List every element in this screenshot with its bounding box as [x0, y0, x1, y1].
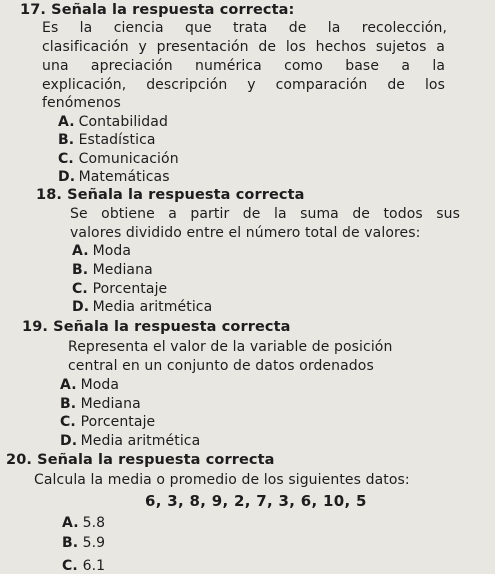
question-20-title [6, 452, 275, 468]
question-number: 17. [20, 2, 46, 18]
option-text: Porcentaje [80, 414, 156, 430]
data-sequence: 6, 3, 8, 9, 2, 7, 3, 6, 10, 5 [145, 492, 367, 510]
question-17-body-line: una apreciación numérica como base a la [42, 58, 445, 74]
option-text: Contabilidad [78, 114, 168, 130]
option-text: 5.8 [82, 515, 106, 531]
question-18-body-line: Se obtiene a partir de la suma de todos sus [70, 206, 460, 222]
question-title: Señala la respuesta correcta [37, 452, 275, 468]
option-letter: D. [60, 433, 78, 449]
option-text: Mediana [80, 396, 141, 412]
option-20-b[interactable] [62, 535, 105, 551]
option-letter: A. [62, 515, 79, 531]
question-17-body-line: clasificación y presentación de los hechos sujetos a [42, 39, 445, 55]
option-text: Mediana [92, 262, 153, 278]
option-18-b[interactable] [72, 262, 153, 278]
option-19-c[interactable] [60, 414, 155, 430]
question-19-body-line: Representa el valor de la variable de posición [68, 339, 393, 355]
question-17-title [20, 2, 294, 18]
question-title: Señala la respuesta correcta [67, 187, 305, 203]
option-19-d[interactable] [60, 433, 200, 449]
option-letter: C. [72, 281, 88, 297]
option-text: Moda [92, 243, 132, 259]
option-17-d[interactable] [58, 169, 170, 185]
option-text: Porcentaje [92, 281, 168, 297]
option-text: Media aritmética [92, 299, 213, 315]
option-letter: C. [62, 558, 78, 574]
option-letter: A. [72, 243, 89, 259]
option-text: Comunicación [78, 151, 179, 167]
question-19-title [22, 319, 291, 335]
option-18-c[interactable] [72, 281, 167, 297]
option-letter: B. [58, 132, 75, 148]
option-20-a[interactable] [62, 515, 105, 531]
question-18-body-line: valores dividido entre el número total de valores: [70, 225, 421, 241]
question-19-body-line: central en un conjunto de datos ordenados [68, 358, 374, 374]
option-letter: A. [58, 114, 75, 130]
option-17-b[interactable] [58, 132, 156, 148]
question-number: 18. [36, 187, 62, 203]
question-number: 20. [6, 452, 32, 468]
option-18-d[interactable] [72, 299, 212, 315]
option-letter: B. [60, 396, 77, 412]
option-text: 5.9 [82, 535, 106, 551]
option-text: Moda [80, 377, 120, 393]
question-18-title [36, 187, 305, 203]
question-17-body-line: explicación, descripción y comparación de los [42, 77, 445, 93]
question-20-body-line: Calcula la media o promedio de los siguientes datos: [34, 472, 410, 488]
question-17-body-line: Es la ciencia que trata de la recolección, [42, 20, 447, 36]
option-text: Media aritmética [80, 433, 201, 449]
option-17-a[interactable] [58, 114, 168, 130]
option-letter: A. [60, 377, 77, 393]
question-17-body-line: fenómenos [42, 95, 121, 111]
option-letter: D. [72, 299, 90, 315]
question-title: Señala la respuesta correcta [53, 319, 291, 335]
question-number: 19. [22, 319, 48, 335]
option-letter: B. [62, 535, 79, 551]
option-text: Matemáticas [78, 169, 170, 185]
option-18-a[interactable] [72, 243, 131, 259]
option-letter: C. [60, 414, 76, 430]
option-19-a[interactable] [60, 377, 119, 393]
option-letter: C. [58, 151, 74, 167]
question-title: Señala la respuesta correcta: [51, 2, 295, 18]
option-text: 6.1 [82, 558, 106, 574]
option-17-c[interactable] [58, 151, 179, 167]
option-text: Estadística [78, 132, 156, 148]
option-letter: D. [58, 169, 76, 185]
option-19-b[interactable] [60, 396, 141, 412]
option-letter: B. [72, 262, 89, 278]
